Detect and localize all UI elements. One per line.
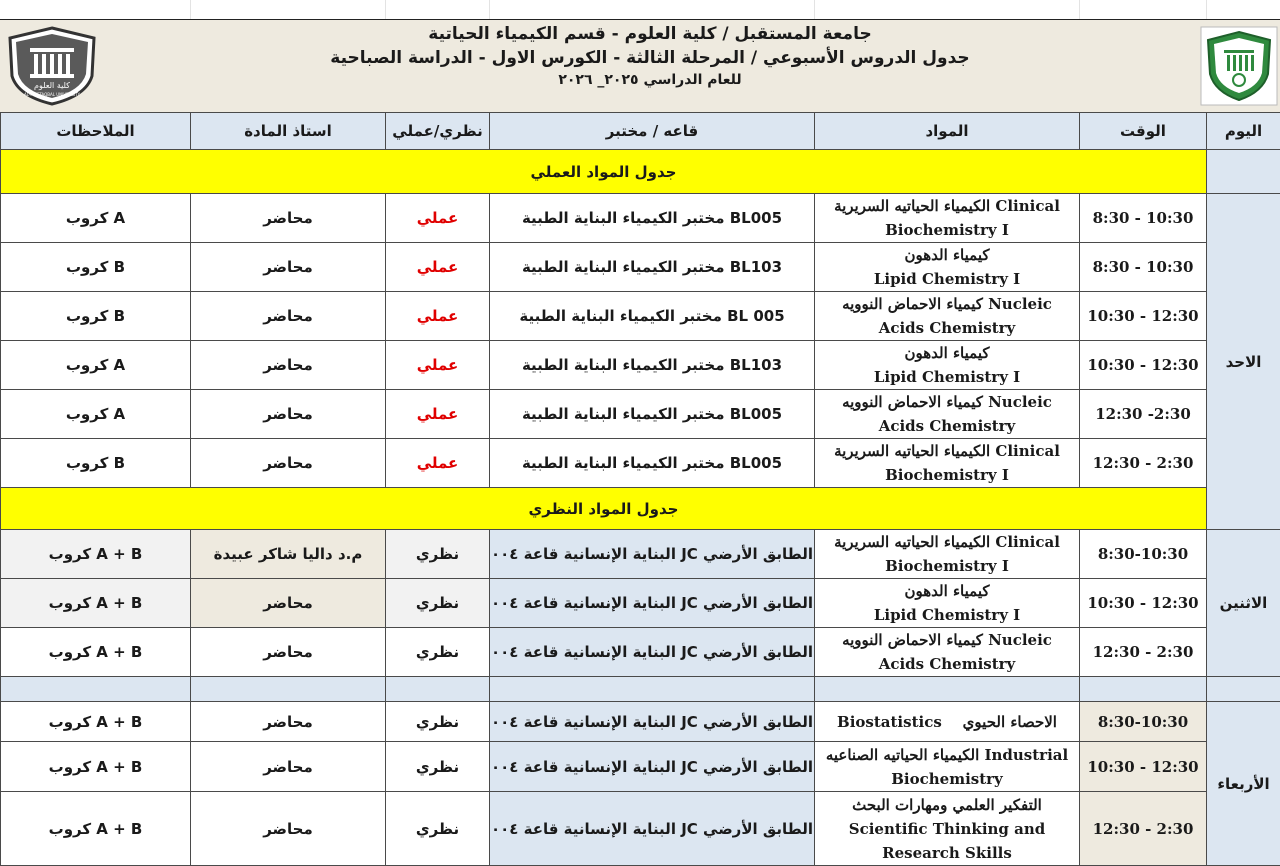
type-cell: نظري — [386, 742, 490, 792]
day-monday: الاثنين — [1207, 530, 1280, 677]
notes-cell: كروب A + B — [1, 579, 191, 628]
room-cell: البناية الإنسانية قاعة ٠٠٤ JC الطابق الأرضي — [490, 792, 815, 866]
time-cell: 10:30 - 12:30 — [1080, 341, 1207, 390]
teacher-cell: محاضر — [191, 292, 386, 341]
table-row — [1, 628, 1280, 677]
table-row — [1, 292, 1280, 341]
type-cell: نظري — [386, 579, 490, 628]
notes-cell: كروب B — [1, 243, 191, 292]
type-cell: نظري — [386, 792, 490, 866]
schedule-title: جدول الدروس الأسبوعي / المرحلة الثالثة - الكورس الاول - الدراسة الصباحية — [330, 48, 970, 68]
type-cell: عملي — [386, 292, 490, 341]
academic-year: للعام الدراسي ٢٠٢٥_ ٢٠٢٦ — [558, 72, 742, 88]
type-cell: نظري — [386, 628, 490, 677]
type-cell: عملي — [386, 194, 490, 243]
col-subject: المواد — [815, 113, 1080, 150]
subject-cell: كيمياء الدهون Lipid Chemistry I — [815, 243, 1080, 292]
room-cell: مختبر الكيمياء البناية الطبية BL005 — [490, 194, 815, 243]
table-row — [1, 530, 1280, 579]
room-cell: البناية الإنسانية قاعة ٠٠٤ JC الطابق الأرضي — [490, 530, 815, 579]
table-row — [1, 579, 1280, 628]
column-header-row — [1, 113, 1280, 150]
day-wednesday: الأربعاء — [1207, 702, 1280, 866]
col-time: الوقت — [1080, 113, 1207, 150]
time-cell: 12:30 - 2:30 — [1080, 439, 1207, 488]
time-cell: 10:30 - 12:30 — [1080, 579, 1207, 628]
teacher-cell: محاضر — [191, 194, 386, 243]
theory-section-title: جدول المواد النظري — [1, 488, 1207, 530]
room-cell: مختبر الكيمياء البناية الطبية BL 005 — [490, 292, 815, 341]
practical-section-title: جدول المواد العملي — [1, 150, 1207, 194]
col-day: اليوم — [1207, 113, 1280, 150]
type-cell: عملي — [386, 341, 490, 390]
type-cell: عملي — [386, 243, 490, 292]
document-header — [0, 19, 1280, 113]
teacher-cell: محاضر — [191, 439, 386, 488]
subject-cell: Biostatistics الاحصاء الحيوي — [815, 702, 1080, 742]
header-title-block — [120, 22, 1180, 90]
college-of-science-logo — [6, 26, 98, 106]
section-row-practical — [1, 150, 1280, 194]
notes-cell: كروب A + B — [1, 742, 191, 792]
table-row — [1, 439, 1280, 488]
biochemistry-department-logo — [1200, 26, 1278, 106]
svg-text:كلية العلوم: كلية العلوم — [34, 81, 70, 90]
section-day-cell — [1207, 150, 1280, 194]
time-cell: 12:30 -2:30 — [1080, 390, 1207, 439]
table-row — [1, 194, 1280, 243]
subject-cell: كيمياء الاحماض النوويه Nucleic Acids Chemistry — [815, 390, 1080, 439]
notes-cell: كروب A + B — [1, 530, 191, 579]
type-cell: نظري — [386, 530, 490, 579]
time-cell: 10:30 - 12:30 — [1080, 292, 1207, 341]
time-cell: 8:30-10:30 — [1080, 702, 1207, 742]
subject-cell: الكيمياء الحياتيه السريرية Clinical Biochemistry I — [815, 194, 1080, 243]
col-room: قاعه / مختبر — [490, 113, 815, 150]
schedule-table — [0, 112, 1280, 866]
notes-cell: كروب A + B — [1, 792, 191, 866]
time-cell: 8:30 - 10:30 — [1080, 194, 1207, 243]
subject-cell: التفكير العلمي ومهارات البحث Scientific Thinking and Research Skills — [815, 792, 1080, 866]
room-cell: البناية الإنسانية قاعة ٠٠٤ JC الطابق الأرضي — [490, 702, 815, 742]
room-cell: البناية الإنسانية قاعة ٠٠٤ JC الطابق الأرضي — [490, 628, 815, 677]
teacher-cell: محاضر — [191, 792, 386, 866]
notes-cell: كروب B — [1, 439, 191, 488]
room-cell: مختبر الكيمياء البناية الطبية BL103 — [490, 341, 815, 390]
section-row-theory — [1, 488, 1280, 530]
spacer-row — [1, 677, 1280, 702]
room-cell: مختبر الكيمياء البناية الطبية BL103 — [490, 243, 815, 292]
table-row — [1, 742, 1280, 792]
table-row — [1, 341, 1280, 390]
subject-cell: كيمياء الدهون Lipid Chemistry I — [815, 579, 1080, 628]
subject-cell: الكيمياء الحياتيه السريرية Clinical Biochemistry I — [815, 530, 1080, 579]
col-teacher: استاذ المادة — [191, 113, 386, 150]
notes-cell: كروب A — [1, 390, 191, 439]
time-cell: 10:30 - 12:30 — [1080, 742, 1207, 792]
table-row — [1, 792, 1280, 866]
table-row — [1, 243, 1280, 292]
subject-cell: الكيمياء الحياتيه الصناعيه Industrial Biochemistry — [815, 742, 1080, 792]
col-type: نظري/عملي — [386, 113, 490, 150]
subject-cell: كيمياء الدهون Lipid Chemistry I — [815, 341, 1080, 390]
room-cell: مختبر الكيمياء البناية الطبية BL005 — [490, 439, 815, 488]
teacher-cell: م.د داليا شاكر عبيدة — [191, 530, 386, 579]
type-cell: عملي — [386, 390, 490, 439]
room-cell: البناية الإنسانية قاعة ٠٠٤ JC الطابق الأرضي — [490, 742, 815, 792]
subject-cell: كيمياء الاحماض النوويه Nucleic Acids Chemistry — [815, 628, 1080, 677]
notes-cell: كروب A — [1, 194, 191, 243]
room-cell: مختبر الكيمياء البناية الطبية BL005 — [490, 390, 815, 439]
svg-text:AL-MUSTAQBAL UNIVERSITY: AL-MUSTAQBAL UNIVERSITY — [24, 92, 80, 97]
time-cell: 8:30 - 10:30 — [1080, 243, 1207, 292]
notes-cell: كروب A + B — [1, 628, 191, 677]
time-cell: 12:30 - 2:30 — [1080, 628, 1207, 677]
col-notes: الملاحظات — [1, 113, 191, 150]
notes-cell: كروب A + B — [1, 702, 191, 742]
type-cell: نظري — [386, 702, 490, 742]
teacher-cell: محاضر — [191, 702, 386, 742]
subject-cell: كيمياء الاحماض النوويه Nucleic Acids Chemistry — [815, 292, 1080, 341]
room-cell: البناية الإنسانية قاعة ٠٠٤ JC الطابق الأرضي — [490, 579, 815, 628]
notes-cell: كروب B — [1, 292, 191, 341]
time-cell: 12:30 - 2:30 — [1080, 792, 1207, 866]
spreadsheet-top-strip — [0, 0, 1280, 20]
teacher-cell: محاضر — [191, 243, 386, 292]
subject-cell: الكيمياء الحياتيه السريرية Clinical Biochemistry I — [815, 439, 1080, 488]
day-sunday: الاحد — [1207, 194, 1280, 530]
teacher-cell: محاضر — [191, 341, 386, 390]
teacher-cell: محاضر — [191, 390, 386, 439]
table-row — [1, 702, 1280, 742]
type-cell: عملي — [386, 439, 490, 488]
table-row — [1, 390, 1280, 439]
teacher-cell: محاضر — [191, 579, 386, 628]
teacher-cell: محاضر — [191, 628, 386, 677]
teacher-cell: محاضر — [191, 742, 386, 792]
time-cell: 8:30-10:30 — [1080, 530, 1207, 579]
notes-cell: كروب A — [1, 341, 191, 390]
university-title: جامعة المستقبل / كلية العلوم - قسم الكيمياء الحياتية — [428, 24, 872, 44]
